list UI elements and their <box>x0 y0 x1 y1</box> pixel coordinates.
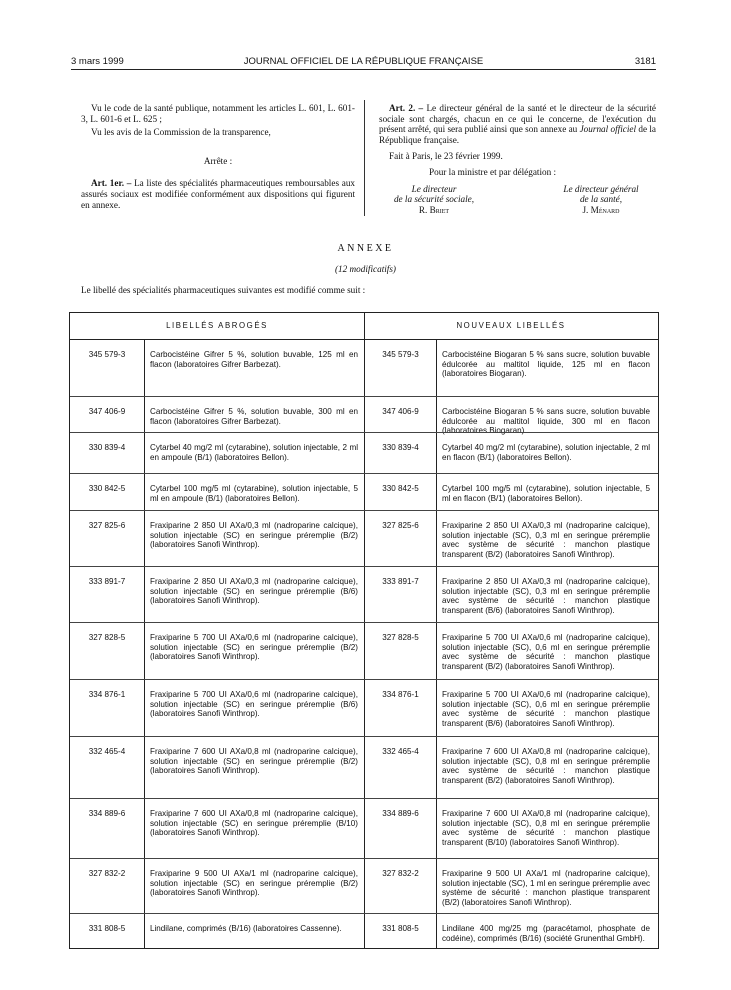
sig2-title-2: de la santé, <box>579 194 623 205</box>
old-label-cell: Fraxiparine 2 850 UI AXa/0,3 ml (nadroparine calcique), solution injectable (SC) en seringue préremplie (B/2) (laboratoires Sanofi Winthrop). <box>150 521 358 550</box>
article-2-label: Art. 2. – <box>389 103 424 113</box>
column-header-new: NOUVEAUX LIBELLÉS <box>456 321 566 330</box>
new-label-cell: Fraxiparine 2 850 UI AXa/0,3 ml (nadroparine calcique), solution injectable (SC), 0,3 ml en seringue préremplie avec système de sécurité : manchon plastique transparent (B/2) (laboratoires Sanofi Winthrop). <box>442 521 650 559</box>
annex-subtitle: (12 modificatifs) <box>335 264 396 274</box>
old-label-cell: Fraxiparine 2 850 UI AXa/0,3 ml (nadroparine calcique), solution injectable (SC) en seringue préremplie (B/6) (laboratoires Sanofi Winthrop). <box>150 577 358 606</box>
new-code-cell: 331 808-5 <box>382 924 419 933</box>
old-label-cell: Cytarbel 40 mg/2 ml (cytarabine), solution injectable, 2 ml en ampoule (B/1) (laboratoires Bellon). <box>150 443 358 462</box>
table-row <box>70 566 658 623</box>
old-code-cell: 330 839-4 <box>88 443 126 452</box>
new-label-cell: Fraxiparine 5 700 UI AXa/0,6 ml (nadroparine calcique), solution injectable (SC), 0,6 ml en seringue préremplie avec système de sécurité : manchon plastique transparent (B/2) (laboratoires Sanofi Winthrop). <box>442 633 650 671</box>
old-code-cell: 334 889-6 <box>88 809 126 818</box>
vu-avis: Vu les avis de la Commission de la transparence, <box>91 127 271 138</box>
old-label-cell: Carbocistéine Gifrer 5 %, solution buvable, 125 ml en flacon (laboratoires Gifrer Barbezat). <box>150 350 358 369</box>
old-label-cell: Fraxiparine 5 700 UI AXa/0,6 ml (nadroparine calcique), solution injectable (SC) en seringue préremplie (B/2) (laboratoires Sanofi Winthrop). <box>150 633 358 662</box>
new-label-cell: Lindilane 400 mg/25 mg (paracétamol, phosphate de codéine), comprimés (B/16) (société Grunenthal GmbH). <box>442 924 650 943</box>
new-label-cell: Carbocistéine Biogaran 5 % sans sucre, solution buvable édulcorée au maltitol liquide, 125 ml en flacon (laboratoires Biogaran). <box>442 350 650 379</box>
article-1 <box>81 178 355 210</box>
new-code-cell: 327 832-2 <box>382 869 419 878</box>
new-label-cell: Fraxiparine 5 700 UI AXa/0,6 ml (nadroparine calcique), solution injectable (SC), 0,6 ml en seringue préremplie avec système de sécurité : manchon plastique transparent (B/6) (laboratoires Sanofi Winthrop). <box>442 690 650 728</box>
header-date: 3 mars 1999 <box>71 56 124 67</box>
old-label-cell: Fraxiparine 7 600 UI AXa/0,8 ml (nadroparine calcique), solution injectable (SC) en seringue préremplie (B/10) (laboratoires Sanofi Winthrop). <box>150 809 358 838</box>
new-code-cell: 333 891-7 <box>382 577 419 586</box>
old-label-cell: Fraxiparine 5 700 UI AXa/0,6 ml (nadroparine calcique), solution injectable (SC) en seringue préremplie (B/6) (laboratoires Sanofi Winthrop). <box>150 690 358 719</box>
new-label-cell: Fraxiparine 2 850 UI AXa/0,3 ml (nadroparine calcique), solution injectable (SC), 0,3 ml en seringue préremplie avec système de sécurité : manchon plastique transparent (B/6) (laboratoires Sanofi Winthrop). <box>442 577 650 615</box>
new-code-cell: 334 889-6 <box>382 809 419 818</box>
old-label-cell: Carbocistéine Gifrer 5 %, solution buvable, 300 ml en flacon (laboratoires Gifrer Barbezat). <box>150 407 358 426</box>
header-page-number: 3181 <box>634 56 656 67</box>
libelles-table <box>69 312 659 949</box>
table-row <box>70 510 658 567</box>
old-code-cell: 331 808-5 <box>88 924 126 933</box>
new-label-cell: Carbocistéine Biogaran 5 % sans sucre, solution buvable édulcorée au maltitol liquide, 300 ml en flacon (laboratoires Biogaran). <box>442 407 650 436</box>
new-code-cell: 345 579-3 <box>382 350 419 359</box>
table-row <box>70 913 658 950</box>
old-code-cell: 347 406-9 <box>88 407 126 416</box>
signature-sante <box>546 184 656 216</box>
pour-la-ministre: Pour la ministre et par délégation : <box>429 166 557 177</box>
new-label-cell: Fraxiparine 7 600 UI AXa/0,8 ml (nadroparine calcique), solution injectable (SC), 0,8 ml en seringue préremplie avec système de sécurité : manchon plastique transparent (B/2) (laboratoires Sanofi Winthrop). <box>442 747 650 785</box>
signatures <box>379 184 656 220</box>
table-row <box>70 396 658 436</box>
old-code-cell: 345 579-3 <box>88 350 126 359</box>
old-label-cell: Fraxiparine 7 600 UI AXa/0,8 ml (nadroparine calcique), solution injectable (SC) en seringue préremplie (B/2) (laboratoires Sanofi Winthrop). <box>150 747 358 776</box>
sig1-title-2: de la sécurité sociale, <box>393 194 475 205</box>
fait-a-paris: Fait à Paris, le 23 février 1999. <box>389 151 503 162</box>
article-1-text: La liste des spécialités pharmaceutiques remboursables aux assurés sociaux est modifiée conformément aux dispositions qui figurent en annexe. <box>81 178 356 210</box>
old-code-cell: 333 891-7 <box>88 577 126 586</box>
annex-intro: Le libellé des spécialités pharmaceutiques suivantes est modifié comme suit : <box>81 285 366 295</box>
new-code-cell: 327 828-5 <box>382 633 419 642</box>
annex-title: ANNEXE <box>337 243 394 254</box>
article-2-text-b: de la République française. <box>379 124 657 145</box>
article-2-journal: Journal officiel <box>579 124 637 135</box>
preamble-right-column <box>379 103 656 220</box>
new-code-cell: 330 842-5 <box>382 484 419 493</box>
old-label-cell: Fraxiparine 9 500 UI AXa/1 ml (nadroparine calcique), solution injectable (SC) en seringue préremplie (B/2) (laboratoires Sanofi Winthrop). <box>150 869 358 898</box>
table-row <box>70 473 658 511</box>
old-label-cell: Cytarbel 100 mg/5 ml (cytarabine), solution injectable, 5 ml en ampoule (B/1) (laboratoires Bellon). <box>150 484 358 503</box>
table-row <box>70 858 658 914</box>
article-1-label: Art. 1er. – <box>91 178 132 189</box>
preamble-left-column <box>81 103 355 210</box>
new-code-cell: 332 465-4 <box>382 747 419 756</box>
old-code-cell: 332 465-4 <box>88 747 126 756</box>
old-code-cell: 327 828-5 <box>88 633 126 642</box>
header-rule <box>71 69 656 70</box>
old-code-cell: 327 832-2 <box>88 869 126 878</box>
arrete-label: Arrête : <box>203 155 233 166</box>
article-2-text-a: Le directeur général de la santé et le directeur de la sécurité sociale sont chargés, chacun en ce qui le concerne, de l'exécution du présent arrêté, qui sera publié ainsi que son annexe au <box>379 103 656 135</box>
new-code-cell: 334 876-1 <box>382 690 419 699</box>
sig1-title-1: Le directeur <box>411 183 457 194</box>
new-code-cell: 330 839-4 <box>382 443 419 452</box>
header-journal-title: JOURNAL OFFICIEL DE LA RÉPUBLIQUE FRANÇAISE <box>243 56 484 67</box>
vu-code: Vu le code de la santé publique, notamment les articles L. 601, L. 601-3, L. 601-6 et L. 625 ; <box>81 103 355 124</box>
signature-securite-sociale <box>379 184 489 216</box>
table-row <box>70 622 658 680</box>
new-label-cell: Cytarbel 40 mg/2 ml (cytarabine), solution injectable, 2 ml en flacon (B/1) (laboratoires Bellon). <box>442 443 650 462</box>
old-code-cell: 327 825-6 <box>88 521 126 530</box>
new-code-cell: 347 406-9 <box>382 407 419 416</box>
old-code-cell: 334 876-1 <box>88 690 126 699</box>
new-label-cell: Fraxiparine 9 500 UI AXa/1 ml (nadroparine calcique), solution injectable (SC), 1 ml en seringue préremplie avec système de sécurité : manchon plastique transparent (B/2) (laboratoires Sanofi Winthrop). <box>442 869 650 907</box>
sig1-name: R. Briet <box>418 204 450 215</box>
column-header-old: LIBELLÉS ABROGÉS <box>166 321 268 330</box>
table-row <box>70 736 658 799</box>
table-row <box>70 679 658 737</box>
new-label-cell: Fraxiparine 7 600 UI AXa/0,8 ml (nadroparine calcique), solution injectable (SC), 0,8 ml en seringue préremplie avec système de sécurité : manchon plastique transparent (B/10) (laboratoires Sanofi Winthrop). <box>442 809 650 847</box>
sig2-title-1: Le directeur général <box>563 183 639 194</box>
page-header <box>71 56 656 70</box>
old-code-cell: 330 842-5 <box>88 484 126 493</box>
new-label-cell: Cytarbel 100 mg/5 ml (cytarabine), solution injectable, 5 ml en flacon (B/1) (laboratoires Bellon). <box>442 484 650 503</box>
article-2 <box>379 103 656 145</box>
new-code-cell: 327 825-6 <box>382 521 419 530</box>
table-row <box>70 340 658 396</box>
sig2-name: J. Ménard <box>582 204 620 215</box>
old-label-cell: Lindilane, comprimés (B/16) (laboratoires Cassenne). <box>150 924 342 933</box>
column-separator <box>364 100 365 216</box>
table-row <box>70 432 658 474</box>
table-row <box>70 798 658 859</box>
